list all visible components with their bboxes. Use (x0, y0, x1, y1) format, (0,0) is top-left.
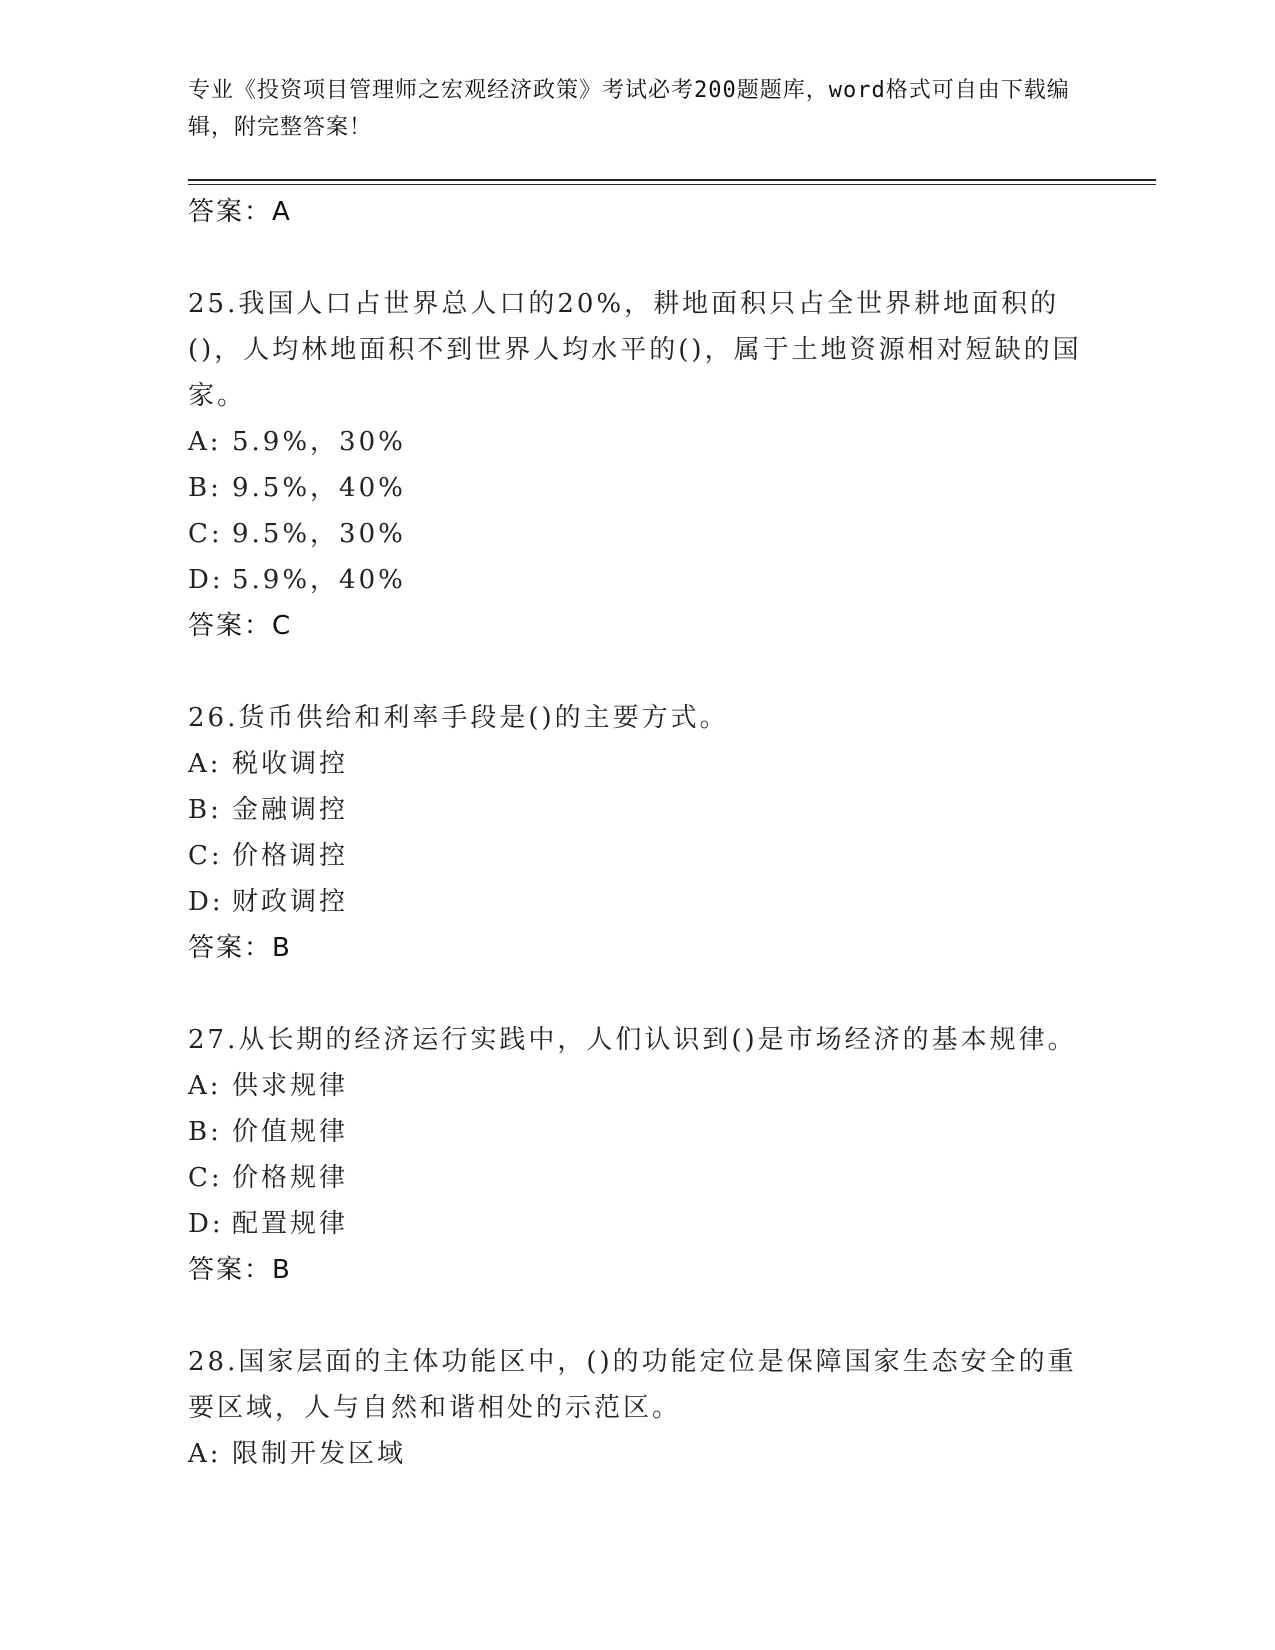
option-letter: C: (188, 1163, 223, 1193)
question-stem: 25.我国人口占世界总人口的20%，耕地面积只占全世界耕地面积的()，人均林地面积不到世界人均水平的()，属于土地资源相对短缺的国家。 (188, 289, 1082, 411)
option-text: 价格调控 (232, 841, 349, 871)
option-letter: A: (188, 749, 222, 779)
option-letter: A: (188, 1071, 222, 1101)
answer-label: 答案：B (188, 1255, 292, 1285)
option-c (188, 833, 1088, 879)
option-text: 5.9%，30% (232, 427, 406, 457)
option-a (188, 1431, 1088, 1477)
question-stem: 27.从长期的经济运行实践中，人们认识到()是市场经济的基本规律。 (188, 1025, 1077, 1055)
option-a (188, 1063, 1088, 1109)
option-text: 9.5%，40% (232, 473, 406, 503)
question-block (188, 281, 1088, 649)
option-text: 税收调控 (232, 749, 349, 779)
option-letter: A: (188, 1439, 222, 1469)
option-letter: A: (188, 427, 222, 457)
option-d (188, 879, 1088, 925)
option-d (188, 557, 1088, 603)
option-letter: C: (188, 519, 223, 549)
question-block (188, 1339, 1088, 1477)
option-b (188, 1109, 1088, 1155)
option-text: 5.9%，40% (232, 565, 406, 595)
header-rule-thin (188, 184, 1156, 185)
answer-label: 答案：A (188, 197, 292, 227)
document-header: 专业《投资项目管理师之宏观经济政策》考试必考200题题库，word格式可自由下载编辑，附完整答案！ (188, 78, 1070, 140)
option-c (188, 511, 1088, 557)
header-rule-thick (188, 179, 1156, 181)
question-stem: 26.货币供给和利率手段是()的主要方式。 (188, 703, 729, 733)
option-text: 金融调控 (232, 795, 349, 825)
option-text: 财政调控 (232, 887, 349, 917)
option-letter: D: (188, 887, 224, 917)
option-d (188, 1201, 1088, 1247)
option-text: 供求规律 (232, 1071, 349, 1101)
question-list (188, 189, 1088, 1477)
option-a (188, 741, 1088, 787)
question-stem: 28.国家层面的主体功能区中，()的功能定位是保障国家生态安全的重要区域，人与自然和谐相处的示范区。 (188, 1347, 1077, 1423)
option-b (188, 787, 1088, 833)
option-letter: C: (188, 841, 223, 871)
option-b (188, 465, 1088, 511)
question-block (188, 1017, 1088, 1293)
option-letter: D: (188, 565, 224, 595)
question-block (188, 695, 1088, 971)
option-text: 9.5%，30% (232, 519, 406, 549)
option-a (188, 419, 1088, 465)
option-text: 配置规律 (232, 1209, 349, 1239)
answer-label: 答案：C (188, 611, 293, 641)
option-letter: B: (188, 473, 222, 503)
option-c (188, 1155, 1088, 1201)
option-letter: B: (188, 795, 222, 825)
option-text: 价格规律 (232, 1163, 349, 1193)
option-letter: D: (188, 1209, 224, 1239)
option-text: 限制开发区域 (232, 1439, 407, 1469)
option-text: 价值规律 (232, 1117, 349, 1147)
option-letter: B: (188, 1117, 222, 1147)
answer-label: 答案：B (188, 933, 292, 963)
